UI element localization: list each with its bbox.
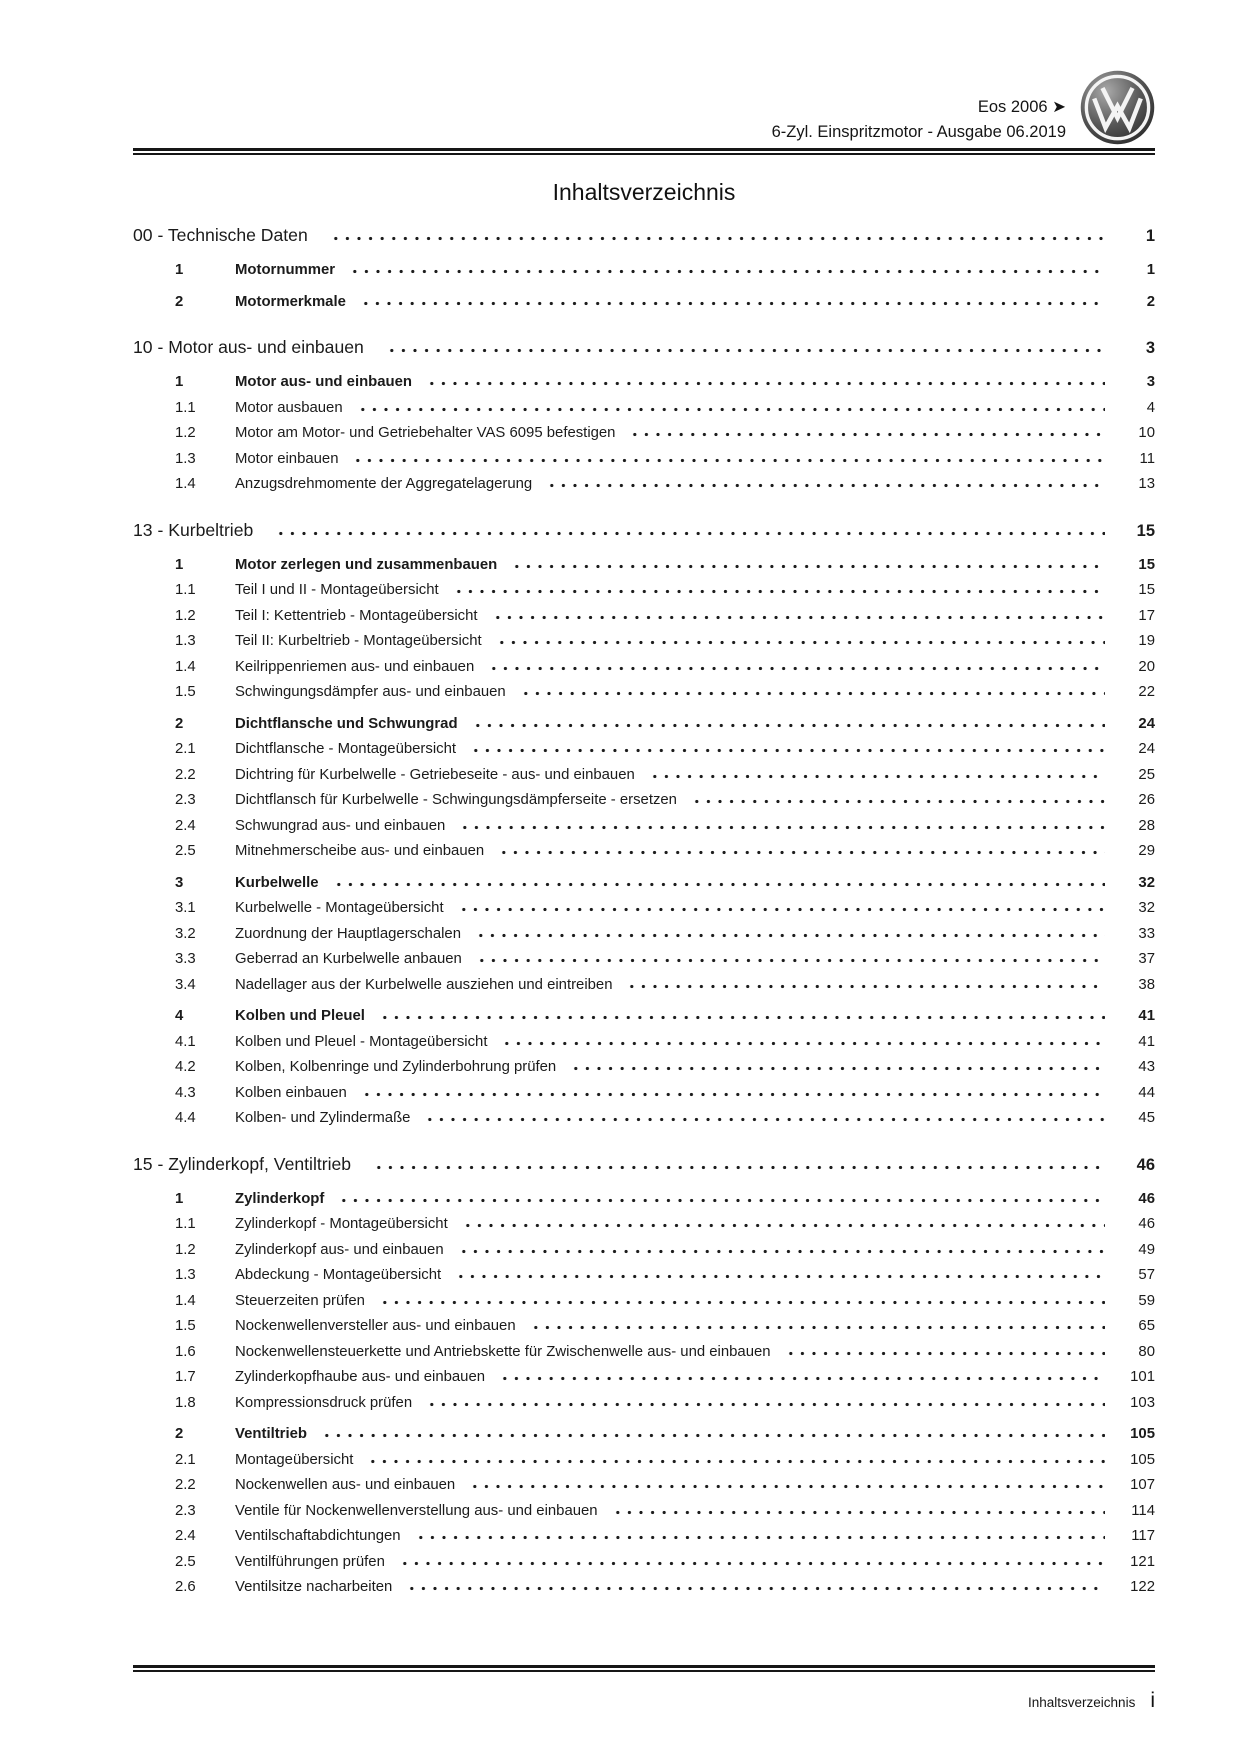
item-title: Motor aus- und einbauen	[235, 374, 413, 390]
item-title: Zylinderkopfhaube aus- und einbauen	[235, 1369, 486, 1385]
toc-item-row	[133, 1289, 1155, 1315]
page-number: 121	[1130, 1553, 1155, 1570]
item-title: Steuerzeiten prüfen	[235, 1292, 365, 1309]
item-number: 2.5	[175, 843, 196, 859]
item-title: Motor am Motor- und Getriebehalter VAS 6095 befestigen	[235, 425, 616, 441]
leader-dots	[415, 1535, 1105, 1540]
footer-rule	[133, 1665, 1155, 1672]
toc-item-row	[133, 447, 1155, 473]
toc-item-row	[133, 1422, 1155, 1448]
leader-dots	[499, 1376, 1105, 1381]
page-number: 24	[1138, 715, 1155, 732]
item-title: Keilrippenriemen aus- und einbauen	[235, 658, 475, 675]
toc-chapter-row	[133, 1150, 1155, 1179]
toc-item-row	[133, 472, 1155, 498]
item-title: Zylinderkopf - Montageübersicht	[235, 1216, 448, 1232]
item-number: 1.1	[175, 582, 196, 598]
toc-item-row	[133, 553, 1155, 579]
item-title: Teil II: Kurbeltrieb - Montageübersicht	[235, 633, 482, 649]
item-number: 1.4	[175, 658, 196, 675]
toc-item-row	[133, 1263, 1155, 1289]
leader-dots	[321, 1433, 1105, 1438]
page-number: 59	[1138, 1292, 1155, 1309]
toc-chapter-row	[133, 221, 1155, 250]
item-number: 1.4	[175, 476, 196, 492]
toc-item-row	[133, 1212, 1155, 1238]
toc-item-row	[133, 1550, 1155, 1576]
item-number: 2.4	[175, 1528, 196, 1544]
item-number: 1.3	[175, 450, 196, 467]
toc-item-row	[133, 814, 1155, 840]
page-number: 29	[1138, 843, 1155, 859]
toc-item-row	[133, 763, 1155, 789]
page-footer	[133, 1662, 1155, 1713]
toc-item-row	[133, 1030, 1155, 1056]
leader-dots	[612, 1510, 1105, 1515]
item-title: Zylinderkopf	[235, 1190, 325, 1207]
leader-dots	[426, 1402, 1105, 1407]
toc-item-row	[133, 922, 1155, 948]
item-number: 1.2	[175, 1241, 196, 1258]
item-title: Teil I: Kettentrieb - Montageübersicht	[235, 607, 478, 624]
item-title: Nockenwellen aus- und einbauen	[235, 1477, 456, 1493]
toc-item-row	[133, 1473, 1155, 1499]
item-number: 2.1	[175, 741, 196, 757]
item-number: 4.2	[175, 1059, 196, 1075]
footer-page-number: i	[1150, 1689, 1155, 1712]
toc-chapter-row	[133, 516, 1155, 545]
item-title: Motor zerlegen und zusammenbauen	[235, 556, 498, 573]
leader-dots	[476, 958, 1105, 963]
leader-dots	[511, 564, 1105, 569]
toc-item-row	[133, 258, 1155, 284]
item-title: Motornummer	[235, 262, 336, 278]
page-number: 44	[1138, 1084, 1155, 1101]
page-number: 103	[1130, 1394, 1155, 1411]
item-title: Zuordnung der Hauptlagerschalen	[235, 925, 461, 942]
leader-dots	[458, 907, 1105, 912]
item-number: 1.1	[175, 399, 196, 416]
page-number: 46	[1136, 1155, 1155, 1174]
leader-dots	[462, 1223, 1105, 1228]
page-number: 114	[1131, 1502, 1155, 1519]
toc-item-row	[133, 1081, 1155, 1107]
page-number: 37	[1138, 951, 1155, 967]
item-number: 1	[175, 556, 184, 573]
leader-dots	[333, 882, 1105, 887]
item-title: Dichtflansch für Kurbelwelle - Schwingungsdämpferseite - ersetzen	[235, 792, 677, 808]
leader-dots	[357, 407, 1105, 412]
item-number: 1.8	[175, 1394, 196, 1411]
toc-item-row	[133, 1314, 1155, 1340]
leader-dots	[470, 748, 1105, 753]
item-title: Nadellager aus der Kurbelwelle ausziehen und eintreiben	[235, 976, 613, 993]
leader-dots	[373, 1165, 1105, 1170]
page-number: 80	[1138, 1343, 1155, 1360]
toc-item-row	[133, 1106, 1155, 1132]
toc-item-row	[133, 370, 1155, 396]
toc-item-row	[133, 1499, 1155, 1525]
page-number: 4	[1146, 399, 1155, 416]
item-title: Kolben und Pleuel	[235, 1008, 365, 1024]
item-title: Schwungrad aus- und einbauen	[235, 817, 446, 834]
leader-dots	[691, 799, 1105, 804]
page-number: 20	[1138, 658, 1155, 675]
item-number: 3.3	[175, 951, 196, 967]
item-title: Ventilsitze nacharbeiten	[235, 1579, 393, 1595]
chapter-label: 10 - Motor aus- und einbauen	[133, 337, 364, 357]
item-title: Montageübersicht	[235, 1451, 354, 1468]
leader-dots	[426, 381, 1105, 386]
toc-item-row	[133, 578, 1155, 604]
chapter-label: 13 - Kurbeltrieb	[133, 519, 254, 540]
page-number: 15	[1138, 556, 1155, 573]
vw-logo-icon	[1080, 70, 1155, 145]
leader-dots	[275, 531, 1105, 536]
leader-dots	[501, 1041, 1105, 1046]
toc-item-row	[133, 947, 1155, 973]
toc-item-row	[133, 604, 1155, 630]
header-rule	[133, 148, 1155, 155]
page-header	[133, 0, 1155, 145]
leader-dots	[406, 1586, 1105, 1591]
page-number: 45	[1138, 1110, 1155, 1126]
page-number: 26	[1138, 792, 1155, 808]
leader-dots	[492, 615, 1105, 620]
leader-dots	[338, 1198, 1105, 1203]
page-number: 11	[1139, 450, 1155, 467]
item-number: 2.2	[175, 766, 196, 783]
page-number: 33	[1138, 925, 1155, 942]
item-number: 2.3	[175, 792, 196, 808]
item-title: Kurbelwelle	[235, 874, 319, 891]
leader-dots	[496, 640, 1105, 645]
leader-dots	[649, 774, 1105, 779]
item-number: 4.4	[175, 1110, 196, 1126]
leader-dots	[379, 1300, 1105, 1305]
toc-item-row	[133, 396, 1155, 422]
toc-item-row	[133, 839, 1155, 865]
item-number: 4.1	[175, 1033, 196, 1050]
item-number: 1.5	[175, 1318, 196, 1334]
leader-dots	[367, 1459, 1105, 1464]
page-number: 105	[1130, 1426, 1155, 1442]
toc-list	[133, 221, 1155, 1601]
leader-dots	[475, 933, 1105, 938]
item-title: Motormerkmale	[235, 293, 346, 310]
page-number: 1	[1146, 262, 1155, 278]
item-number: 2	[175, 293, 184, 310]
toc-item-row	[133, 655, 1155, 681]
page-number: 13	[1138, 476, 1155, 492]
leader-dots	[459, 825, 1105, 830]
leader-dots	[458, 1249, 1105, 1254]
item-title: Zylinderkopf aus- und einbauen	[235, 1241, 444, 1258]
item-number: 1.4	[175, 1292, 196, 1309]
toc-item-row	[133, 896, 1155, 922]
leader-dots	[360, 301, 1105, 306]
page-number: 107	[1130, 1477, 1155, 1493]
item-title: Dichtflansche und Schwungrad	[235, 715, 458, 732]
page-number: 22	[1138, 684, 1155, 700]
leader-dots	[352, 458, 1105, 463]
item-number: 1.5	[175, 684, 196, 700]
page-title: Inhaltsverzeichnis	[552, 179, 736, 205]
page-number: 24	[1138, 741, 1155, 757]
item-number: 2.6	[175, 1579, 196, 1595]
page-number: 38	[1138, 976, 1155, 993]
toc-item-row	[133, 1448, 1155, 1474]
leader-dots	[570, 1066, 1105, 1071]
item-title: Abdeckung - Montageübersicht	[235, 1267, 442, 1283]
leader-dots	[399, 1561, 1105, 1566]
page-number: 1	[1145, 227, 1155, 245]
page-number: 101	[1130, 1369, 1155, 1385]
item-title: Ventilführungen prüfen	[235, 1553, 385, 1570]
toc-item-row	[133, 1055, 1155, 1081]
toc-item-row	[133, 1524, 1155, 1550]
header-model-line: Eos 2006 ➤	[977, 98, 1066, 116]
item-number: 1.6	[175, 1343, 196, 1360]
page-number: 49	[1138, 1241, 1155, 1258]
page-number: 46	[1138, 1190, 1155, 1207]
chapter-label: 00 - Technische Daten	[133, 225, 308, 245]
toc-item-row	[133, 737, 1155, 763]
item-number: 3.2	[175, 925, 196, 942]
page-number: 32	[1138, 874, 1155, 891]
item-title: Kolben und Pleuel - Montageübersicht	[235, 1033, 488, 1050]
item-title: Ventilschaftabdichtungen	[235, 1528, 401, 1544]
item-number: 2.5	[175, 1553, 196, 1570]
item-title: Schwingungsdämpfer aus- und einbauen	[235, 684, 506, 700]
leader-dots	[455, 1274, 1105, 1279]
header-subtitle: 6-Zyl. Einspritzmotor - Ausgabe 06.2019	[771, 123, 1066, 141]
toc-item-row	[133, 871, 1155, 897]
item-number: 2.1	[175, 1451, 196, 1468]
leader-dots	[379, 1015, 1105, 1020]
page-number: 2	[1146, 293, 1155, 310]
item-number: 2.3	[175, 1502, 196, 1519]
leader-dots	[361, 1092, 1105, 1097]
item-number: 1.3	[175, 1267, 196, 1283]
toc-item-row	[133, 712, 1155, 738]
item-number: 1	[175, 374, 184, 390]
item-title: Kolben- und Zylindermaße	[235, 1110, 411, 1126]
page-number: 15	[1138, 582, 1155, 598]
toc-item-row	[133, 1238, 1155, 1264]
item-title: Ventiltrieb	[235, 1426, 307, 1442]
leader-dots	[330, 236, 1105, 241]
item-title: Kurbelwelle - Montageübersicht	[235, 900, 444, 916]
footer-line	[133, 1689, 1155, 1713]
page-number: 3	[1146, 374, 1155, 390]
item-title: Nockenwellensteuerkette und Antriebskette für Zwischenwelle aus- und einbauen	[235, 1343, 771, 1360]
item-number: 3.1	[175, 900, 196, 916]
leader-dots	[453, 589, 1105, 594]
page-number: 32	[1138, 900, 1155, 916]
leader-dots	[629, 432, 1105, 437]
page-number: 15	[1136, 521, 1155, 540]
toc-item-row	[133, 629, 1155, 655]
page-number: 117	[1131, 1528, 1155, 1544]
page-number: 3	[1145, 339, 1155, 357]
item-title: Ventile für Nockenwellenverstellung aus- und einbauen	[235, 1502, 598, 1519]
toc-item-row	[133, 1340, 1155, 1366]
toc-item-row	[133, 1365, 1155, 1391]
item-number: 1	[175, 1190, 184, 1207]
page-number: 122	[1130, 1579, 1155, 1595]
footer-label: Inhaltsverzeichnis	[1028, 1695, 1136, 1710]
leader-dots	[386, 348, 1105, 353]
header-text-block	[772, 95, 1066, 145]
document-page	[133, 0, 1155, 1601]
toc-item-row	[133, 421, 1155, 447]
item-title: Kompressionsdruck prüfen	[235, 1394, 413, 1411]
leader-dots	[469, 1484, 1105, 1489]
page-number: 46	[1138, 1216, 1155, 1232]
item-title: Kolben, Kolbenringe und Zylinderbohrung prüfen	[235, 1059, 557, 1075]
item-title: Geberrad an Kurbelwelle anbauen	[235, 951, 462, 967]
page-number: 28	[1138, 817, 1155, 834]
page-number: 10	[1138, 425, 1155, 441]
item-number: 2.4	[175, 817, 196, 834]
toc-item-row	[133, 1004, 1155, 1030]
leader-dots	[488, 666, 1105, 671]
item-number: 3	[175, 874, 184, 891]
item-number: 1	[175, 262, 184, 278]
toc-item-row	[133, 973, 1155, 999]
page-number: 57	[1138, 1267, 1155, 1283]
item-number: 1.3	[175, 633, 196, 649]
leader-dots	[498, 850, 1105, 855]
item-title: Motor einbauen	[235, 450, 339, 467]
toc-item-row	[133, 788, 1155, 814]
toc-item-row	[133, 1575, 1155, 1601]
page-number: 17	[1138, 607, 1155, 624]
leader-dots	[530, 1325, 1105, 1330]
item-title: Anzugsdrehmomente der Aggregatelagerung	[235, 476, 533, 492]
page-number: 43	[1138, 1059, 1155, 1075]
page-number: 25	[1138, 766, 1155, 783]
leader-dots	[626, 984, 1105, 989]
page-number: 41	[1138, 1008, 1155, 1024]
page-number: 19	[1138, 633, 1155, 649]
leader-dots	[520, 691, 1105, 696]
item-number: 1.2	[175, 425, 196, 441]
leader-dots	[424, 1117, 1105, 1122]
item-title: Kolben einbauen	[235, 1084, 347, 1101]
leader-dots	[349, 269, 1105, 274]
leader-dots	[546, 483, 1105, 488]
item-number: 2.2	[175, 1477, 196, 1493]
item-title: Nockenwellenversteller aus- und einbauen	[235, 1318, 516, 1334]
item-number: 1.7	[175, 1369, 196, 1385]
item-number: 4.3	[175, 1084, 196, 1101]
toc-item-row	[133, 1187, 1155, 1213]
item-title: Dichtring für Kurbelwelle - Getriebeseite - aus- und einbauen	[235, 766, 635, 783]
item-number: 1.1	[175, 1216, 196, 1232]
item-title: Mitnehmerscheibe aus- und einbauen	[235, 843, 485, 859]
item-title: Dichtflansche - Montageübersicht	[235, 741, 456, 757]
item-number: 3.4	[175, 976, 196, 993]
item-number: 1.2	[175, 607, 196, 624]
toc-item-row	[133, 290, 1155, 316]
page-number: 65	[1138, 1318, 1155, 1334]
page-number: 105	[1130, 1451, 1155, 1468]
item-number: 2	[175, 1426, 184, 1442]
leader-dots	[785, 1351, 1105, 1356]
item-number: 4	[175, 1008, 184, 1024]
item-title: Motor ausbauen	[235, 399, 343, 416]
item-title: Teil I und II - Montageübersicht	[235, 582, 439, 598]
toc-chapter-row	[133, 333, 1155, 362]
toc-item-row	[133, 1391, 1155, 1417]
chapter-label: 15 - Zylinderkopf, Ventiltrieb	[133, 1153, 352, 1174]
page-number: 41	[1138, 1033, 1155, 1050]
leader-dots	[472, 723, 1105, 728]
toc-item-row	[133, 680, 1155, 706]
item-number: 2	[175, 715, 184, 732]
